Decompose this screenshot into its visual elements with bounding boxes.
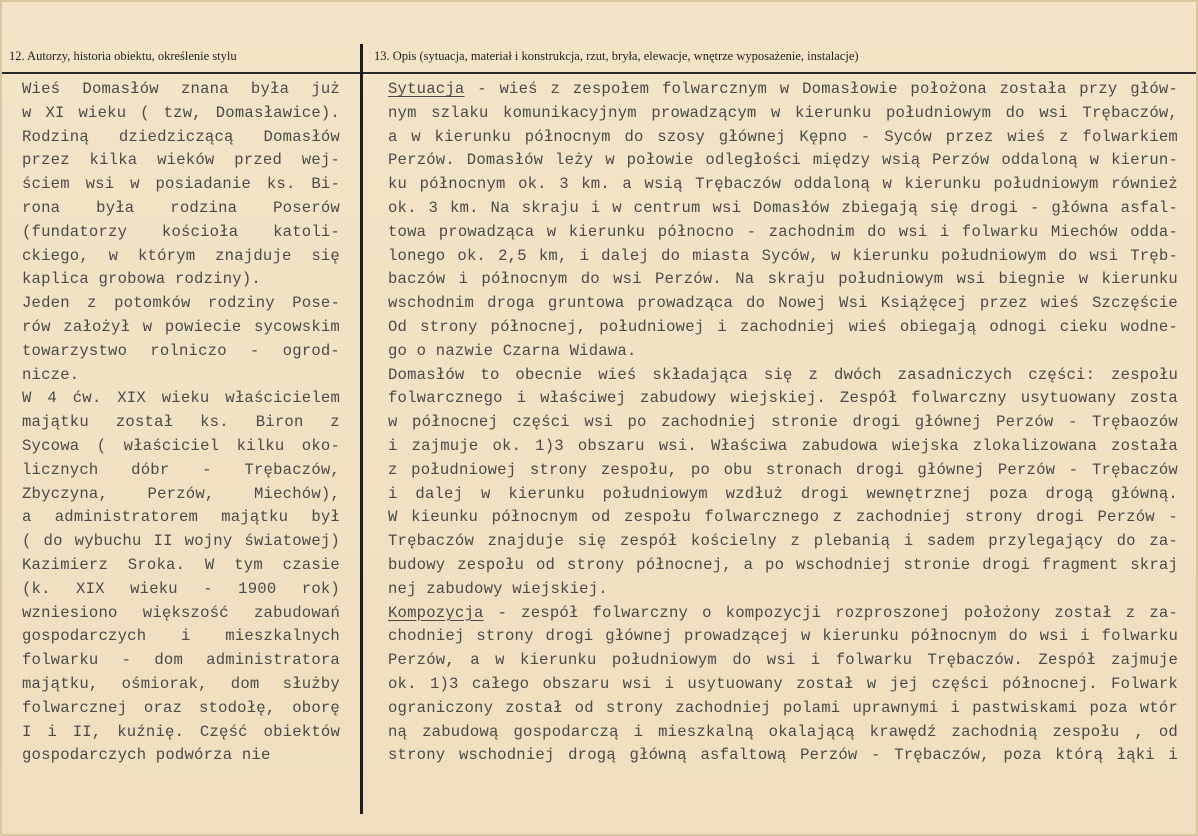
description-text: towa prowadząca w kierunku północno - zachodnim do wsi i folwarku Miechów odda- — [388, 222, 1178, 241]
description-text: strony wschodniej drogą główną asfaltową Perzów - Trębaczów, poza którą łąki i — [388, 746, 1178, 765]
history-line: wzniesiono większość zabudowań — [22, 603, 340, 622]
description-line — [388, 506, 1178, 530]
history-line: rona była rodzina Poserów — [22, 198, 340, 217]
description-text: i dalej w kierunku południowym wzdłuż drogi wewnętrznej poza drogą główną. — [388, 484, 1178, 503]
description-text: Domasłów to obecnie wieś składająca się z dwóch zasadniczych części: zespołu — [388, 365, 1178, 384]
subsection-heading: Sytuacja — [388, 80, 465, 98]
description-text: - wieś z zespołem folwarcznym w Domasłowie położona została przy głów- — [464, 80, 1178, 98]
description-text: ku północnym ok. 3 km. a wsią Trębaczów oddaloną w kierunku południowym również — [388, 175, 1178, 194]
description-line — [388, 197, 1178, 221]
history-line: I i II, kuźnię. Część obiektów — [22, 722, 340, 741]
description-text: i zajmuje ok. 1)3 obszaru wsi. Właściwa zabudowa wiejska zlokalizowana została — [388, 436, 1178, 455]
description-line — [388, 340, 1178, 364]
description-line — [388, 673, 1178, 697]
header-divider — [2, 72, 1196, 74]
history-line: towarzystwo rolniczo - ogrod- — [22, 341, 340, 360]
description-line — [388, 126, 1178, 150]
history-line: Kazimierz Sroka. W tym czasie — [22, 555, 340, 574]
description-text: - zespół folwarczny o kompozycji rozproszonej położony został z za- — [483, 603, 1178, 622]
description-text: Od strony północnej, południowej i zachodniej wieś obiegają odnogi cieku wodne- — [388, 317, 1178, 336]
description-line — [388, 411, 1178, 435]
description-text: ok. 1)3 całego obszaru wsi i usytuowany został w jej części północnej. Folwark — [388, 674, 1178, 693]
description-line — [388, 364, 1178, 388]
history-line: rów założył w powiecie sycowskim — [22, 317, 340, 336]
description-text: Perzów, a w kierunku południowym do wsi i folwarku Trębaczów. Zespół zajmuje — [388, 651, 1178, 670]
description-text: ną zabudową gospodarczą i mieszkalną okalającą krawędź zachodnią zespołu , od — [388, 722, 1178, 741]
description-text: Perzów. Domasłów leży w połowie odległości między wsią Perzów oddaloną w kierun- — [388, 151, 1178, 170]
history-line: licznych dóbr - Trębaczów, — [22, 460, 340, 479]
description-text: chodniej strony drogi głównej prowadzącej w kierunku północnym do wsi i folwarku — [388, 627, 1178, 646]
description-text: budowy zespołu od strony północnej, a po wschodniej stronie drogi fragment skraj — [388, 555, 1178, 574]
description-line — [388, 578, 1178, 602]
history-line: majątku został ks. Biron z — [22, 413, 340, 432]
description-line — [388, 744, 1178, 768]
description-text: go o nazwie Czarna Widawa. — [388, 341, 637, 360]
description-line — [388, 245, 1178, 269]
subsection-heading: Kompozycja — [388, 603, 484, 622]
description-text: Trębaczów znajduje się zespół kościelny z plebanią i sadem przylegający do za- — [388, 532, 1178, 551]
description-text: w północnej części wsi po zachodniej stronie drogi głównej Perzów - Trębaozów — [388, 413, 1178, 432]
history-line: Zbyczyna, Perzów, Miechów), — [22, 484, 340, 503]
description-line — [388, 387, 1178, 411]
description-line — [388, 173, 1178, 197]
description-line — [388, 697, 1178, 721]
description-line — [388, 102, 1178, 126]
description-text: folwarcznego i właściwej zabudowy wiejskiej. Zespół folwarczny usytuowany zosta — [388, 389, 1178, 408]
description-line — [388, 78, 1178, 102]
history-line: Sycowa ( właściciel kilku oko- — [22, 436, 340, 455]
description-line — [388, 554, 1178, 578]
description-text: a w kierunku północnym do szosy głównej Kępno - Syców przez wieś z folwarkiem — [388, 127, 1178, 146]
history-text-column — [22, 78, 340, 768]
description-line — [388, 625, 1178, 649]
history-line: folwarku - dom administratora — [22, 651, 340, 670]
description-text: baczów i północnym do wsi Perzów. Na skraju południowym wsi biegnie w kierunku — [388, 270, 1178, 289]
description-text: nej zabudowy wiejskiej. — [388, 579, 608, 598]
history-line: folwarcznej oraz stodołę, oborę — [22, 698, 340, 717]
description-text: W kieunku północnym od zespołu folwarcznego z zachodniej strony drogi Perzów - — [388, 508, 1178, 527]
section-12-heading: 12. Autorzy, historia obiektu, określenie stylu — [9, 49, 237, 63]
history-line: Wieś Domasłów znana była już — [22, 80, 340, 98]
description-line — [388, 221, 1178, 245]
history-line: majątku, ośmiorak, dom służby — [22, 674, 340, 693]
history-line: a administratorem majątku był — [22, 508, 340, 527]
description-line — [388, 292, 1178, 316]
description-line — [388, 435, 1178, 459]
description-text: z południowej strony zespołu, po obu stronach drogi głównej Perzów - Trębaczów — [388, 460, 1178, 479]
description-text: wschodnim droga gruntowa prowadząca do Nowej Wsi Książęcej przez wieś Szczęście — [388, 294, 1178, 313]
history-line: gospodarczych podwórza nie — [22, 746, 271, 765]
description-line — [388, 149, 1178, 173]
history-line: kaplica grobowa rodziny). — [22, 270, 261, 289]
description-text-column — [388, 78, 1178, 768]
history-line: przez kilka wieków przed wej- — [22, 151, 340, 170]
history-line: gospodarczych i mieszkalnych — [22, 627, 340, 646]
description-line — [388, 602, 1178, 626]
description-line — [388, 649, 1178, 673]
history-line: ckiego, w którym znajduje się — [22, 246, 340, 265]
section-13-heading: 13. Opis (sytuacja, materiał i konstrukcja, rzut, bryła, elewacje, wnętrze wyposażenie, instalacje) — [374, 49, 859, 63]
description-line — [388, 316, 1178, 340]
history-line: w XI wieku ( tzw, Domasławice). — [22, 103, 340, 122]
history-line: W 4 ćw. XIX wieku właścicielem — [22, 389, 340, 408]
description-line — [388, 530, 1178, 554]
description-line — [388, 483, 1178, 507]
history-line: (fundatorzy kościoła katoli- — [22, 222, 340, 241]
history-line: nicze. — [22, 365, 80, 384]
history-line: (k. XIX wieku - 1900 rok) — [22, 579, 340, 598]
description-text: ograniczony został od strony zachodniej polami uprawnymi i pastwiskami poza wtór — [388, 698, 1178, 717]
description-text: lonego ok. 2,5 km, i dalej do miasta Syców, w kierunku południowym do wsi Tręb- — [388, 246, 1178, 265]
description-line — [388, 721, 1178, 745]
column-divider — [360, 44, 363, 814]
description-text: ok. 3 km. Na skraju i w centrum wsi Domasłów zbiegają się drogi - główna asfal- — [388, 198, 1178, 217]
description-text: nym szlaku komunikacyjnym prowadzącym w kierunku południowym do wsi Trębaczów, — [388, 103, 1178, 122]
description-line — [388, 268, 1178, 292]
history-line: ( do wybuchu II wojny światowej) — [22, 532, 340, 551]
history-line: Jeden z potomków rodziny Pose- — [22, 294, 340, 313]
history-line: Rodziną dziedziczącą Domasłów — [22, 127, 340, 146]
history-line: ściem wsi w posiadanie ks. Bi- — [22, 175, 340, 194]
description-line — [388, 459, 1178, 483]
